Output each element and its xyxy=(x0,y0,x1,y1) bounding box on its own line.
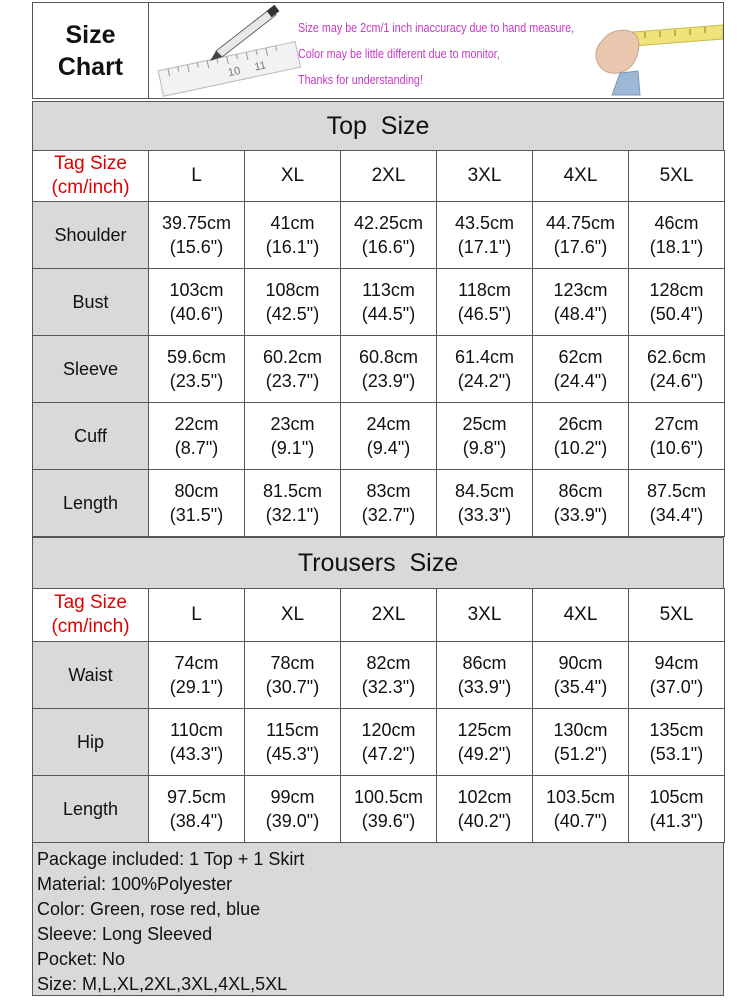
trousers-header-row xyxy=(33,589,725,642)
value-cm: 130cm xyxy=(553,720,608,740)
size-header-2xl: 2XL xyxy=(341,151,437,202)
ruler-number-10: 10 xyxy=(226,64,242,80)
value-inch: (35.4") xyxy=(553,677,608,697)
info-pocket: Pocket: No xyxy=(37,949,126,969)
value-inch: (16.1") xyxy=(265,237,320,257)
value-cm: 83cm xyxy=(366,481,411,501)
value-inch: (39.0") xyxy=(265,811,320,831)
size-header-5xl: 5XL xyxy=(629,589,725,642)
measurement-cell xyxy=(245,202,341,269)
value-inch: (42.5") xyxy=(265,304,320,324)
value-inch: (18.1") xyxy=(649,237,704,257)
value-cm: 23cm xyxy=(270,414,315,434)
top-size-table xyxy=(32,150,725,537)
measurement-cell xyxy=(629,776,725,843)
tag-unit-text: (cm/inch) xyxy=(51,616,130,637)
measurement-cell xyxy=(533,336,629,403)
value-inch: (10.6") xyxy=(649,438,704,458)
measurement-cell xyxy=(629,269,725,336)
measurement-cell xyxy=(341,642,437,709)
measurement-cell xyxy=(629,403,725,470)
table-row xyxy=(33,776,725,843)
size-chart-title xyxy=(33,3,149,98)
value-cm: 97.5cm xyxy=(166,787,227,807)
measurement-cell xyxy=(437,470,533,537)
size-header-3xl: 3XL xyxy=(437,151,533,202)
value-inch: (30.7") xyxy=(265,677,320,697)
measurement-cell xyxy=(149,709,245,776)
measurement-cell xyxy=(149,202,245,269)
notes-block xyxy=(298,15,628,93)
measurement-cell xyxy=(341,470,437,537)
value-cm: 43.5cm xyxy=(454,213,515,233)
value-inch: (17.1") xyxy=(457,237,512,257)
value-inch: (40.7") xyxy=(553,811,608,831)
tag-size-label xyxy=(33,151,149,202)
value-inch: (47.2") xyxy=(361,744,416,764)
size-header-5xl: 5XL xyxy=(629,151,725,202)
measurement-cell xyxy=(341,403,437,470)
value-inch: (53.1") xyxy=(649,744,704,764)
table-row xyxy=(33,470,725,537)
value-inch: (32.3") xyxy=(361,677,416,697)
value-inch: (24.6") xyxy=(649,371,704,391)
measurement-cell xyxy=(341,776,437,843)
measurement-label: Bust xyxy=(33,269,149,336)
measurement-cell xyxy=(437,202,533,269)
value-inch: (38.4") xyxy=(169,811,224,831)
measurement-cell xyxy=(149,776,245,843)
measurement-cell xyxy=(245,709,341,776)
size-header-4xl: 4XL xyxy=(533,151,629,202)
table-row xyxy=(33,642,725,709)
value-inch: (51.2") xyxy=(553,744,608,764)
measurement-cell xyxy=(245,403,341,470)
value-cm: 24cm xyxy=(366,414,411,434)
value-cm: 115cm xyxy=(266,720,319,740)
measurement-label: Hip xyxy=(33,709,149,776)
measurement-cell xyxy=(149,403,245,470)
measurement-cell xyxy=(245,336,341,403)
measurement-cell xyxy=(533,470,629,537)
value-inch: (44.5") xyxy=(361,304,416,324)
value-cm: 39.75cm xyxy=(161,213,232,233)
tag-size-text: Tag Size xyxy=(54,592,127,613)
value-cm: 123cm xyxy=(553,280,608,300)
value-inch: (37.0") xyxy=(649,677,704,697)
product-info xyxy=(32,842,724,996)
value-cm: 86cm xyxy=(462,653,507,673)
measure-illustration xyxy=(150,3,723,98)
value-cm: 120cm xyxy=(361,720,416,740)
value-cm: 44.75cm xyxy=(545,213,616,233)
value-inch: (31.5") xyxy=(169,505,224,525)
ruler-number-11: 11 xyxy=(253,59,268,74)
measurement-cell xyxy=(149,642,245,709)
value-inch: (39.6") xyxy=(361,811,416,831)
value-cm: 100.5cm xyxy=(353,787,424,807)
note-thanks: Thanks for understanding! xyxy=(298,73,423,87)
value-inch: (32.7") xyxy=(361,505,416,525)
value-cm: 103.5cm xyxy=(545,787,616,807)
size-header-4xl: 4XL xyxy=(533,589,629,642)
value-cm: 87.5cm xyxy=(646,481,707,501)
measurement-label: Cuff xyxy=(33,403,149,470)
measurement-cell xyxy=(533,776,629,843)
value-inch: (23.5") xyxy=(169,371,224,391)
value-inch: (40.2") xyxy=(457,811,512,831)
value-cm: 105cm xyxy=(649,787,704,807)
measurement-cell xyxy=(149,336,245,403)
measurement-cell xyxy=(245,776,341,843)
measurement-label: Sleeve xyxy=(33,336,149,403)
value-cm: 113cm xyxy=(362,280,415,300)
info-sleeve: Sleeve: Long Sleeved xyxy=(37,924,213,944)
value-cm: 86cm xyxy=(558,481,603,501)
measurement-cell xyxy=(245,470,341,537)
value-cm: 62cm xyxy=(558,347,603,367)
value-cm: 26cm xyxy=(558,414,603,434)
table-row xyxy=(33,269,725,336)
value-inch: (23.9") xyxy=(361,371,416,391)
measurement-cell xyxy=(149,470,245,537)
note-color: Color may be little different due to monitor, xyxy=(298,47,500,61)
value-inch: (24.2") xyxy=(457,371,512,391)
measurement-cell xyxy=(341,709,437,776)
measurement-cell xyxy=(533,709,629,776)
value-cm: 102cm xyxy=(457,787,512,807)
value-inch: (9.4") xyxy=(366,438,411,458)
value-cm: 60.2cm xyxy=(262,347,323,367)
measurement-cell xyxy=(437,269,533,336)
value-cm: 103cm xyxy=(169,280,224,300)
measurement-cell xyxy=(533,202,629,269)
value-inch: (16.6") xyxy=(361,237,416,257)
measurement-cell xyxy=(437,776,533,843)
measurement-cell xyxy=(149,269,245,336)
value-cm: 27cm xyxy=(654,414,699,434)
info-material: Material: 100%Polyester xyxy=(37,874,233,894)
table-row xyxy=(33,709,725,776)
value-cm: 74cm xyxy=(174,653,219,673)
value-inch: (8.7") xyxy=(174,438,219,458)
value-inch: (49.2") xyxy=(457,744,512,764)
value-cm: 81.5cm xyxy=(262,481,323,501)
measurement-cell xyxy=(629,642,725,709)
value-cm: 90cm xyxy=(558,653,603,673)
measurement-cell xyxy=(437,403,533,470)
trousers-size-heading: Trousers Size xyxy=(32,537,724,589)
value-inch: (10.2") xyxy=(553,438,608,458)
measurement-cell xyxy=(533,269,629,336)
measurement-cell xyxy=(629,336,725,403)
value-cm: 80cm xyxy=(174,481,219,501)
value-cm: 61.4cm xyxy=(454,347,515,367)
value-cm: 99cm xyxy=(270,787,315,807)
value-inch: (9.1") xyxy=(270,438,315,458)
top-size-heading: Top Size xyxy=(32,101,724,151)
measurement-cell xyxy=(245,269,341,336)
value-inch: (33.9") xyxy=(457,677,512,697)
size-header-3xl: 3XL xyxy=(437,589,533,642)
info-color: Color: Green, rose red, blue xyxy=(37,899,261,919)
value-cm: 84.5cm xyxy=(454,481,515,501)
measurement-cell xyxy=(533,403,629,470)
value-cm: 128cm xyxy=(649,280,704,300)
tag-size-text: Tag Size xyxy=(54,153,127,174)
info-package: Package included: 1 Top + 1 Skirt xyxy=(37,849,305,869)
header-banner xyxy=(32,2,724,99)
value-inch: (46.5") xyxy=(457,304,512,324)
size-header-xl: XL xyxy=(245,151,341,202)
measurement-cell xyxy=(245,642,341,709)
value-cm: 110cm xyxy=(170,720,223,740)
measurement-cell xyxy=(533,642,629,709)
top-header-row xyxy=(33,151,725,202)
measurement-label: Waist xyxy=(33,642,149,709)
value-inch: (45.3") xyxy=(265,744,320,764)
value-cm: 42.25cm xyxy=(353,213,424,233)
measurement-cell xyxy=(629,202,725,269)
measurement-cell xyxy=(341,336,437,403)
value-cm: 41cm xyxy=(270,213,315,233)
value-inch: (40.6") xyxy=(169,304,224,324)
table-row xyxy=(33,202,725,269)
size-header-2xl: 2XL xyxy=(341,589,437,642)
value-cm: 59.6cm xyxy=(166,347,227,367)
trousers-size-table xyxy=(32,588,725,843)
table-row xyxy=(33,336,725,403)
value-inch: (41.3") xyxy=(649,811,704,831)
measurement-cell xyxy=(629,470,725,537)
value-inch: (15.6") xyxy=(169,237,224,257)
size-header-l: L xyxy=(149,589,245,642)
value-inch: (33.9") xyxy=(553,505,608,525)
measurement-cell xyxy=(629,709,725,776)
value-inch: (29.1") xyxy=(169,677,224,697)
tag-size-label xyxy=(33,589,149,642)
value-cm: 25cm xyxy=(462,414,507,434)
size-header-l: L xyxy=(149,151,245,202)
value-cm: 22cm xyxy=(174,414,219,434)
info-sizes: Size: M,L,XL,2XL,3XL,4XL,5XL xyxy=(37,974,288,994)
value-cm: 108cm xyxy=(265,280,320,300)
value-inch: (24.4") xyxy=(553,371,608,391)
value-cm: 94cm xyxy=(654,653,699,673)
measurement-cell xyxy=(437,642,533,709)
size-header-xl: XL xyxy=(245,589,341,642)
value-inch: (9.8") xyxy=(462,438,507,458)
measurement-label: Length xyxy=(33,470,149,537)
value-inch: (50.4") xyxy=(649,304,704,324)
value-inch: (48.4") xyxy=(553,304,608,324)
value-cm: 82cm xyxy=(366,653,411,673)
value-inch: (32.1") xyxy=(265,505,320,525)
value-inch: (33.3") xyxy=(457,505,512,525)
measurement-cell xyxy=(437,336,533,403)
value-cm: 60.8cm xyxy=(358,347,419,367)
value-cm: 78cm xyxy=(270,653,315,673)
measurement-cell xyxy=(341,202,437,269)
value-cm: 62.6cm xyxy=(646,347,707,367)
value-inch: (34.4") xyxy=(649,505,704,525)
title-line-1: Size xyxy=(65,20,116,49)
measurement-label: Shoulder xyxy=(33,202,149,269)
measurement-label: Length xyxy=(33,776,149,843)
table-row xyxy=(33,403,725,470)
value-cm: 135cm xyxy=(649,720,704,740)
tag-unit-text: (cm/inch) xyxy=(51,177,130,198)
measurement-cell xyxy=(341,269,437,336)
value-inch: (17.6") xyxy=(553,237,608,257)
measurement-cell xyxy=(437,709,533,776)
value-cm: 125cm xyxy=(457,720,512,740)
value-inch: (23.7") xyxy=(265,371,320,391)
note-accuracy: Size may be 2cm/1 inch inaccuracy due to hand measure, xyxy=(298,21,575,35)
value-cm: 46cm xyxy=(654,213,699,233)
title-line-2: Chart xyxy=(57,52,124,81)
value-inch: (43.3") xyxy=(169,744,224,764)
value-cm: 118cm xyxy=(458,280,511,300)
